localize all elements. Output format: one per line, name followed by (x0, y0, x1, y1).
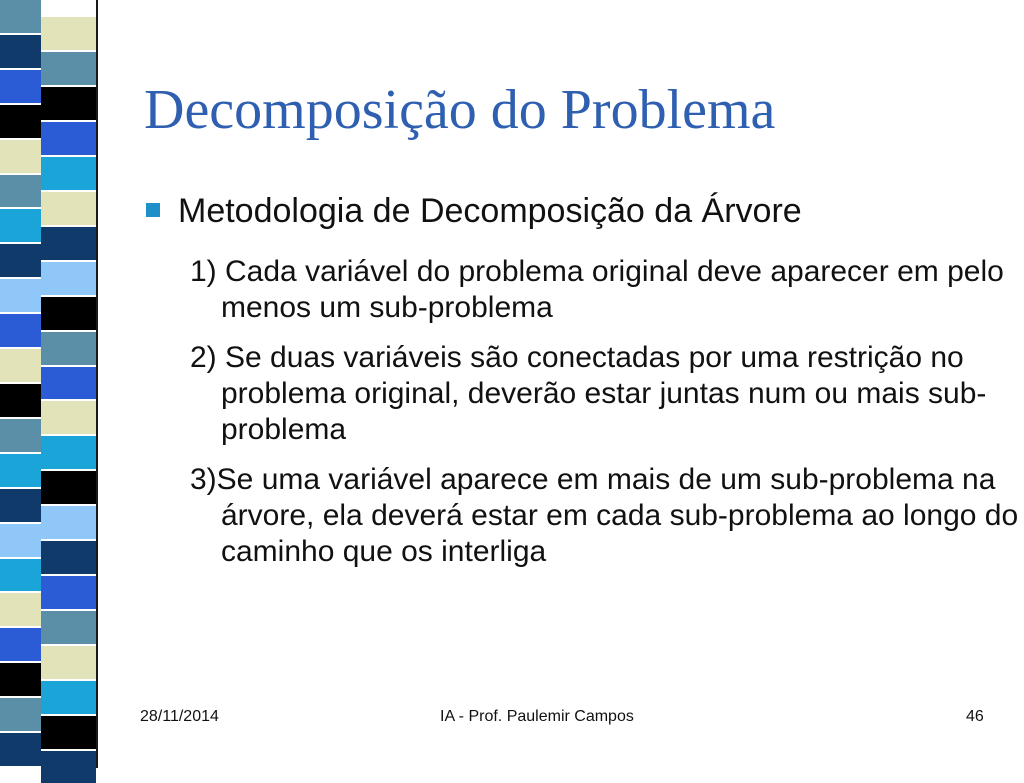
stripe-segment (41, 401, 96, 434)
main-bullet (146, 192, 802, 231)
stripe-segment (0, 244, 41, 277)
sub-item-3: 3)Se uma variável aparece em mais de um sub-problema na árvore, ela deverá estar em cada sub-problema ao longo do caminho que os interliga (190, 463, 1019, 568)
stripe-segment (0, 489, 41, 522)
stripe-segment (41, 297, 96, 330)
stripe-segment (0, 733, 41, 766)
stripe-segment (41, 681, 96, 714)
stripe-segment (41, 576, 96, 609)
stripe-segment (0, 628, 41, 661)
stripe-segment (0, 175, 41, 208)
stripe-segment (41, 541, 96, 574)
stripe-segment (41, 611, 96, 644)
stripe-segment (41, 751, 96, 783)
sub-item-2: 2) Se duas variáveis são conectadas por uma restrição no problema original, deverão estar juntas num ou mais sub-problema (190, 341, 987, 446)
stripe-segment (41, 367, 96, 400)
stripe-segment (0, 209, 41, 242)
decorative-stripe-bar (0, 0, 118, 768)
stripe-segment (0, 698, 41, 731)
sub-item-list (190, 254, 1020, 584)
square-bullet-icon (146, 203, 160, 217)
stripe-segment (0, 35, 41, 68)
stripe-segment (41, 506, 96, 539)
stripe-segment (0, 0, 41, 33)
stripe-segment (0, 419, 41, 452)
stripe-segment (0, 663, 41, 696)
stripe-segment (0, 105, 41, 138)
stripe-segment (0, 140, 41, 173)
stripe-segment (0, 559, 41, 592)
stripe-segment (41, 716, 96, 749)
stripe-segment (0, 349, 41, 382)
stripe-segment (41, 122, 96, 155)
stripe-segment (41, 332, 96, 365)
stripe-segment (0, 524, 41, 557)
footer-date: 28/11/2014 (140, 708, 219, 725)
stripe-segment (0, 314, 41, 347)
stripe-segment (41, 52, 96, 85)
stripe-segment (0, 279, 41, 312)
stripe-segment (41, 192, 96, 225)
sub-item-1: 1) Cada variável do problema original deve aparecer em pelo menos um sub-problema (190, 255, 1004, 324)
stripe-segment (0, 70, 41, 103)
slide-title: Decomposição do Problema (144, 79, 776, 141)
footer-author: IA - Prof. Paulemir Campos (440, 708, 634, 725)
stripe-divider-line (96, 0, 98, 768)
stripe-segment (41, 87, 96, 120)
stripe-segment (0, 593, 41, 626)
stripe-segment (41, 646, 96, 679)
stripe-segment (41, 262, 96, 295)
stripe-segment (41, 157, 96, 190)
stripe-segment (0, 384, 41, 417)
page-number: 46 (966, 708, 984, 725)
stripe-segment (41, 471, 96, 504)
stripe-segment (41, 436, 96, 469)
stripe-segment (41, 227, 96, 260)
main-bullet-text: Metodologia de Decomposição da Árvore (178, 192, 802, 230)
stripe-segment (0, 454, 41, 487)
stripe-segment (41, 17, 96, 50)
